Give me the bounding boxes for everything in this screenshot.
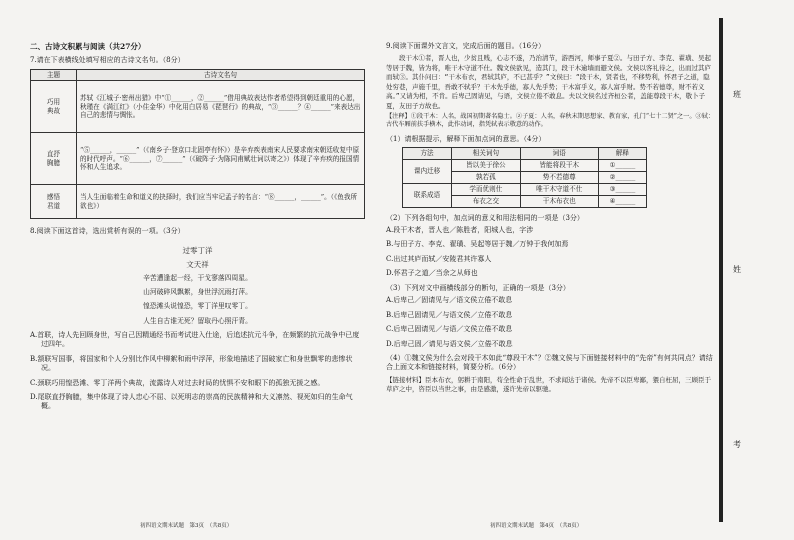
sub1-answer-blank[interactable]: ③______ bbox=[598, 183, 646, 195]
sub2-option-a: A.段干木者，晋人也／陈胜者，阳城人也，字涉 bbox=[386, 226, 534, 235]
sub1-related: 学而优则仕 bbox=[452, 183, 521, 195]
right-column bbox=[386, 42, 716, 397]
q7-prompt: 7.请在下表横线处填写相应的古诗文名句。（8分） bbox=[30, 56, 185, 65]
poem-line: 山河破碎风飘絮，身世浮沉雨打萍。 bbox=[143, 288, 252, 297]
q7-text: “⑤______，______”（《南乡子·登京口北固亭有怀》）是辛弃疾表南宋人民要求南宋朝廷收复中原的时代呼声。“⑥______，⑦______”（《破阵子·为陈同甫赋壮词以寄之》）体现了辛弃疾的报国情怀和人生追求。 bbox=[77, 133, 365, 185]
sub1-method: 联系成语 bbox=[403, 183, 452, 207]
q9-sub1-table bbox=[402, 147, 647, 207]
table-row bbox=[403, 160, 647, 172]
sub1-phrase: 干木布衣也 bbox=[520, 195, 598, 207]
sub1-header-method: 方法 bbox=[403, 148, 452, 160]
poem-line: 惶恐滩头说惶恐，零丁洋里叹零丁。 bbox=[143, 302, 252, 311]
q8-option-b: B.颔联写国事，将国家和个人分别比作风中柳絮和雨中浮萍，形象地描述了国破家亡和身世飘零的悲惨状况。 bbox=[30, 354, 353, 373]
sub3-option-d: D.后卑己固／请见与语文侯／立倦不敢息 bbox=[386, 339, 513, 348]
q7-theme: 感悟 君道 bbox=[31, 185, 77, 219]
table-row bbox=[31, 185, 365, 219]
table-row bbox=[31, 133, 365, 185]
left-footer: 初四语文期末试题 第3页 （共8页） bbox=[140, 523, 233, 529]
q9-sub3-prompt: （3）下列对文中画横线部分的断句，正确的一项是（3分） bbox=[386, 283, 570, 292]
q8-option-c: C.颈联巧用惶恐滩、零丁洋两个典故，流露诗人对过去时局的忧惧不安和眼下的孤独无援之感。 bbox=[30, 378, 325, 387]
sub1-related: 孰若孤 bbox=[452, 171, 521, 183]
sub1-answer-blank[interactable]: ①______ bbox=[598, 160, 646, 172]
poem-title: 过零丁洋 bbox=[182, 245, 213, 255]
sub2-option-b: B.与田子方、李克、翟璜、吴起等居于魏／万钟于我何加焉 bbox=[386, 240, 569, 249]
sub2-option-c: C.出过其庐而轼／安陵君其许寡人 bbox=[386, 254, 492, 263]
sub2-option-d: D.怀君子之道／当余之从师也 bbox=[386, 269, 478, 278]
sub1-related: 皆以美于徐公 bbox=[452, 160, 521, 172]
q9-sub2-prompt: （2）下列各组句中，加点词的意义和用法相同的一项是（3分） bbox=[386, 213, 584, 222]
q9-link-material: 【链接材料】臣本布衣，躬耕于南阳，苟全性命于乱世，不求闻达于诸侯。先帝不以臣卑鄙，猥自枉屈，三顾臣于草庐之中，咨臣以当世之事，由是感激，遂许先帝以驱驰。 bbox=[386, 375, 711, 394]
q7-text: 当人生面临着生命和道义的抉择时，我们应当牢记孟子的名言：“⑧______，______”。（《鱼我所欲也》） bbox=[77, 185, 365, 219]
q9-prompt: 9.阅读下面课外文言文，完成后面的题目。（16分） bbox=[386, 42, 546, 50]
table-row bbox=[403, 183, 647, 195]
binding-bar bbox=[719, 18, 723, 522]
q9-sub1-prompt: （1）请根据提示，解释下面加点词的意思。（4分） bbox=[386, 134, 546, 143]
table-row bbox=[31, 81, 365, 133]
sub1-method: 课内迁移 bbox=[403, 160, 452, 184]
sub1-answer-blank[interactable]: ②______ bbox=[598, 171, 646, 183]
sub3-option-a: A.后卑己／固请见与／语文侯立倦不敢息 bbox=[386, 296, 513, 305]
q9-passage: 段干木①者，晋人也，少贫且贱，心志不遂，乃治清节，游西河，师事子夏②。与田子方、李克、翟璜、吴起等居于魏，皆为将，唯干木守道不仕。魏文侯欲见，造其门，段干木逾墙而避文侯。文侯以客礼待之，出而过其庐而轼③。其仆问曰：“干木布衣，君轼其庐，不已甚乎？”文侯曰：“段干木，贤者也，不移势利，怀君子之道，隐处穷巷，声施千里，吾敢不轼乎？干木先乎德，寡人先乎势；干木富乎义，寡人富乎财。势不若德尊，财不若义高。”又请为相，不肯。后卑己固请见，与语，文侯立倦不敢息。夫以文侯名过齐桓公者，盖能尊段干木，敬卜子夏，友田子方故也。 bbox=[386, 54, 711, 110]
left-column bbox=[30, 42, 365, 417]
section-title: 二、古诗文积累与阅读（共27分） bbox=[30, 42, 146, 51]
poem-line: 人生自古谁无死？留取丹心照汗青。 bbox=[143, 316, 252, 325]
q7-theme: 巧用 典故 bbox=[31, 81, 77, 133]
q9-sub4-prompt: （4）①魏文侯为什么会对段干木如此“尊段干木”？②魏文侯与下面链接材料中的“先帝”有何共同点？请结合上面文本和链接材料，简要分析。（6分） bbox=[386, 353, 713, 372]
sub1-answer-blank[interactable]: ④______ bbox=[598, 195, 646, 207]
sub1-header-related: 相关词句 bbox=[452, 148, 521, 160]
margin-label-class: 班 bbox=[733, 90, 741, 99]
q7-header-theme: 主题 bbox=[31, 69, 77, 81]
margin-label-name: 姓 bbox=[733, 265, 741, 274]
q9-note: 【注释】①段干木：人名，战国初期著名隐士。②子夏：人名，春秋末期思想家、教育家，孔门“七十二贤”之一。③轼：古代车厢前扶手横木，此作动词，指凭轼表示敬意的动作。 bbox=[386, 112, 715, 129]
sub1-header-phrase: 词语 bbox=[520, 148, 598, 160]
sub1-phrase: 唯干木守道不仕 bbox=[520, 183, 598, 195]
sub3-option-b: B.后卑己固请见／与语文侯／立倦不敢息 bbox=[386, 310, 513, 319]
sub1-related: 布衣之交 bbox=[452, 195, 521, 207]
q8-prompt: 8.阅读下面这首诗，选出赏析有误的一项。（3分） bbox=[30, 227, 185, 236]
sub1-phrase: 皆能将段干木 bbox=[520, 160, 598, 172]
q7-theme: 直抒 胸臆 bbox=[31, 133, 77, 185]
q8-option-d: D.尾联直抒胸臆，集中体现了诗人忠心不屈、以死明志的崇高的民族精神和大义凛然、视死如归的生命气概。 bbox=[30, 393, 353, 411]
q8-option-a: A.首联，诗人先回顾身世，写自己因精通经书而考试进入仕途，后追述抗元斗争，在频繁的抗元战争中已度过四年。 bbox=[30, 330, 360, 349]
sub1-header-answer: 解释 bbox=[598, 148, 646, 160]
right-footer: 初四语文期末试题 第4页 （共8页） bbox=[490, 523, 583, 529]
margin-label-exam: 考 bbox=[733, 440, 741, 449]
sub3-option-c: C.后卑己固请见／与语／文侯立倦不敢息 bbox=[386, 325, 513, 334]
poem-author: 文天祥 bbox=[186, 260, 209, 270]
q7-header-lines: 古诗文名句 bbox=[77, 69, 365, 81]
q7-table bbox=[30, 69, 365, 220]
poem-line: 辛苦遭逢起一经，干戈寥落四周星。 bbox=[143, 274, 252, 283]
q7-text: 苏轼《江城子·密州出猎》中“①______，②______”借用典故表达作者希望得到朝廷重用的心愿，秋瑾在《满江红》（小住金华）中化用白居易《琵琶行》的典故，“③______？④______”来表达出自己的悲情与惆怅。 bbox=[77, 81, 365, 133]
sub1-phrase: 势不若德尊 bbox=[520, 171, 598, 183]
